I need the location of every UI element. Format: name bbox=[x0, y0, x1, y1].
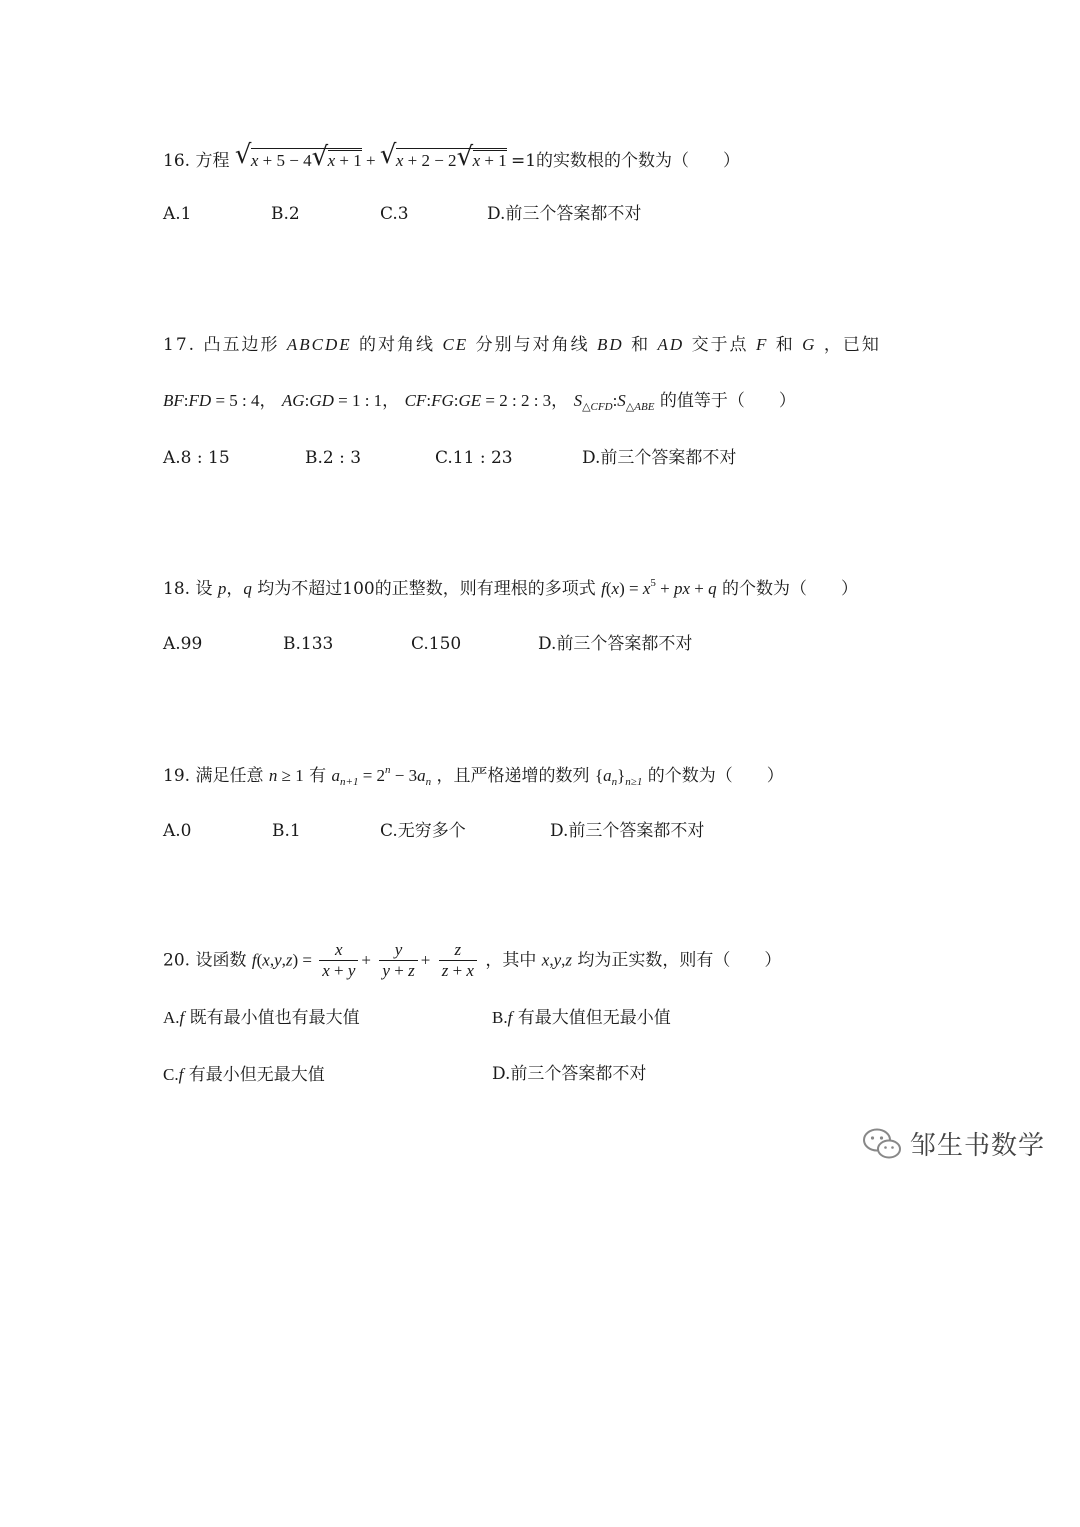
wechat-icon bbox=[862, 1127, 902, 1161]
option-c: C.150 bbox=[411, 634, 462, 654]
option-a: A.1 bbox=[163, 204, 192, 224]
option-d: D.前三个答案都不对 bbox=[492, 1064, 647, 1084]
option-c: C.f 有最小但无最大值 bbox=[163, 1065, 325, 1085]
question-text: 的值等于（ ） bbox=[659, 391, 796, 411]
question-text: =1的实数根的个数为（ ） bbox=[510, 151, 741, 171]
option-b: B.f 有最大值但无最小值 bbox=[492, 1008, 671, 1028]
question-number: 20. bbox=[163, 950, 191, 971]
option-a: A.99 bbox=[163, 634, 203, 654]
option-c: C.无穷多个 bbox=[380, 821, 466, 841]
watermark-text: 邹生书数学 bbox=[910, 1131, 1046, 1161]
question-number: 17. bbox=[163, 335, 197, 355]
option-b: B.2 bbox=[271, 204, 300, 224]
option-c: C.3 bbox=[380, 204, 409, 224]
watermark bbox=[862, 1125, 1045, 1162]
equation: √ x + 5 − 4 √ x + 1 + √ x + 2 − 2 √ x + 1 bbox=[234, 140, 507, 172]
option-a: A.0 bbox=[163, 821, 192, 841]
question-number: 19. bbox=[163, 766, 191, 786]
option-b: B.1 bbox=[272, 821, 301, 841]
option-d: D.前三个答案都不对 bbox=[538, 634, 693, 654]
option-d: D.前三个答案都不对 bbox=[550, 821, 705, 841]
option-c: C.11 : 23 bbox=[435, 448, 513, 468]
question-18: 18. 设 p，q 均为不超过100的正整数，则有理根的多项式 $f(x) = x^5$ + px + q 的个数为（ ） bbox=[163, 577, 859, 599]
question-20: 20. 设函数 f(x,y,z) = $\frac{x}{x + y}$ + $\frac{y}{y + z}$ + $\frac{z}{z + x}$ ，其中 x,y,z 均为正实数，则有（ ） bbox=[163, 940, 782, 981]
option-a: A.8 : 15 bbox=[163, 448, 230, 468]
question-text: 方程 bbox=[195, 151, 230, 171]
option-d: D.前三个答案都不对 bbox=[582, 448, 737, 468]
question-number: 18. bbox=[163, 579, 191, 599]
option-a: A.f 既有最小值也有最大值 bbox=[163, 1008, 360, 1028]
option-d: D.前三个答案都不对 bbox=[487, 204, 642, 224]
question-16 bbox=[163, 140, 741, 172]
question-17-ratios: BF:FD = 5 : 4， AG:GD = 1 : 1， CF:FG:GE = 2 : 2 : 3， $S_{\triangle CFD}:S_{\triangle ABE}$ 的值等于（ ） bbox=[163, 391, 796, 413]
question-17: 17. 凸五边形 ABCDE 的对角线 CE 分别与对角线 BD 和 AD 交于点 F 和 G ，已知 bbox=[163, 335, 881, 355]
question-19: 19. 满足任意 n ≥ 1 有 $a_{n+1} = 2^n - 3a_n$ ，且严格递增的数列 $\{a_n\}_{n\ge 1}$ 的个数为（ ） bbox=[163, 764, 784, 788]
option-b: B.2 : 3 bbox=[305, 448, 362, 468]
option-b: B.133 bbox=[283, 634, 334, 654]
question-number: 16. bbox=[163, 151, 191, 171]
